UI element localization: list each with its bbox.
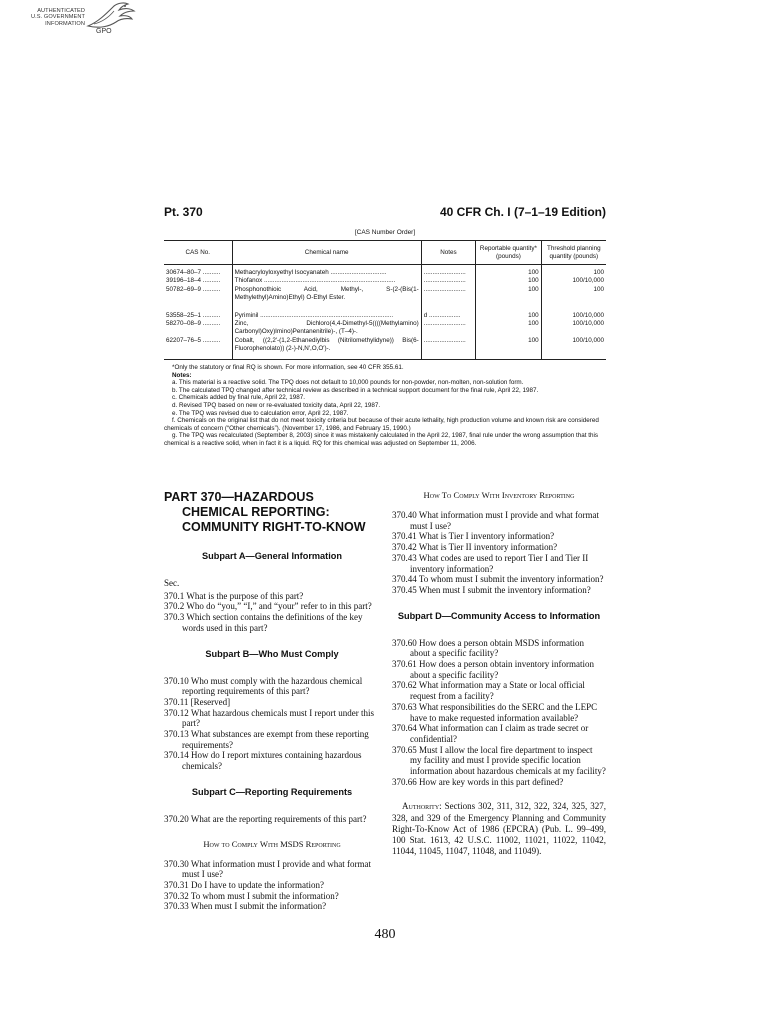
- col-header-notes: Notes: [421, 241, 476, 265]
- subpart-c-entries: [164, 814, 380, 825]
- toc-entry: 370.2 Who do “you,” “I,” and “your” refer to in this part?: [164, 601, 372, 612]
- table-row: [164, 303, 606, 320]
- subpart-d-entries: [392, 638, 606, 788]
- rq-cell: 100: [476, 303, 541, 320]
- eagle-logo-icon: [84, 2, 140, 32]
- cas-number-table: [164, 240, 606, 360]
- rq-cell: 100: [476, 337, 541, 359]
- toc-entry: 370.1 What is the purpose of this part?: [164, 590, 304, 601]
- cas-cell: 62207–76–5 ..........: [164, 337, 232, 359]
- chemical-cell: Cobalt, ((2,2′-(1,2-Ethanediylbis (Nitrilomethylidyne)) Bis(6-Fluorophenolato)) (2-)-N,N′,O,O′)-.: [232, 337, 421, 359]
- toc-entry: 370.44 To whom must I submit the inventory information?: [392, 574, 604, 585]
- gpo-agency-label: GPO: [96, 28, 112, 35]
- cas-cell: 58270–08–9 ..........: [166, 320, 221, 328]
- tpq-cell: 100/10,000: [541, 337, 606, 359]
- rq-cell: 100: [476, 320, 541, 337]
- inventory-reporting-heading: How To Comply With Inventory Reporting: [423, 490, 575, 500]
- toc-entry: 370.64 What information can I claim as trade secret or confidential?: [392, 723, 589, 744]
- chemical-cell: Methacryloyloxyethyl Isocyanateh ................................: [232, 265, 421, 278]
- notes-cell: ........................: [421, 286, 476, 303]
- toc-entry: 370.11 [Reserved]: [164, 696, 231, 707]
- logo-line-3: INFORMATION: [45, 20, 85, 27]
- toc-entry: 370.66 How are key words in this part defined?: [392, 776, 564, 787]
- toc-entry: 370.32 To whom must I submit the information?: [164, 890, 339, 901]
- tpq-cell: 100/10,000: [541, 277, 606, 285]
- msds-entries: [164, 859, 380, 913]
- toc-entry: 370.10 Who must comply with the hazardous chemical reporting requirements of this part?: [164, 675, 363, 697]
- col-header-chemical: Chemical name: [232, 241, 421, 265]
- chemical-cell: Thiofanox ...........................................................................: [232, 277, 421, 285]
- toc-entry: 370.42 What is Tier II inventory information?: [392, 542, 558, 553]
- rq-cell: 100: [476, 286, 541, 303]
- note-d: d. Revised TPQ based on new or re-evaluated toxicity data, April 22, 1987.: [172, 401, 381, 409]
- table-row: [164, 265, 606, 278]
- toc-entry: 370.30 What information must I provide and what format must I use?: [164, 858, 372, 880]
- cas-cell: 30674–80–7 ..........: [166, 269, 221, 276]
- logo-line-1: AUTHENTICATED: [37, 8, 85, 14]
- msds-reporting-heading: How to Comply With MSDS Reporting: [203, 838, 341, 849]
- sec-label: Sec.: [164, 578, 180, 588]
- chemical-cell: Zinc, Dichloro(4,4-Dimethyl-5((((Methylamino) Carbonyl)Oxy)Imino)Pentanenitrile)-, (T–4)-.: [232, 320, 421, 337]
- authority-text: Sections 302, 311, 312, 322, 324, 325, 327, 328, and 329 of the Emergency Planning and Community Right-To-Know Act of 1986 (EPCRA) (Pub. L. 99–499, 100 Stat. 1613, 42 U.S.C. 11002, 11021, 11022, 11042, 11044, 11045, 11047, 11048, and 11049).: [392, 801, 607, 857]
- notes-cell: d ..................: [421, 303, 476, 320]
- chemical-cell: Pyriminil ............................................................................: [232, 303, 421, 320]
- toc-entry: 370.13 What substances are exempt from these reporting requirements?: [164, 729, 369, 750]
- logo-line-2: U.S. GOVERNMENT: [30, 14, 85, 21]
- notes-cell: ........................: [421, 265, 476, 278]
- toc-entry: 370.40 What information must I provide and what format must I use?: [392, 510, 600, 531]
- notes-cell: ........................: [421, 320, 476, 337]
- notes-heading: Notes:: [172, 371, 192, 379]
- note-g: g. The TPQ was recalculated (September 8, 2003) since it was mistakenly calculated in the April 22, 1987, final rule under the wrong assumption that this chemical is a reactive solid, when in fact it is a liquid. RQ for this chemical was adjusted on September 11, 2006.: [164, 432, 599, 447]
- subpart-b-entries: [164, 676, 380, 772]
- chemical-cell: Phosphonothioic Acid, Methyl-, S-(2-(Bis(1-Methylethyl)Amino)Ethyl) O-Ethyl Ester.: [232, 286, 421, 303]
- table-header-row: [164, 241, 606, 265]
- toc-entry: 370.3 Which section contains the definitions of the key words used in this part?: [164, 612, 363, 633]
- inventory-entries: [392, 510, 606, 596]
- col-header-tpq: Threshold planning quantity (pounds): [541, 241, 606, 265]
- toc-entry: 370.60 How does a person obtain MSDS information about a specific facility?: [392, 637, 584, 659]
- toc-entry: 370.63 What responsibilities do the SERC and the LEPC have to make requested information available?: [392, 701, 598, 723]
- toc-entry: 370.41 What is Tier I inventory information?: [392, 531, 555, 542]
- tpq-cell: 100: [541, 286, 606, 303]
- note-b: b. The calculated TPQ changed after technical review as described in a technical support document for the final rule, April 22, 1987.: [172, 386, 539, 394]
- note-c: c. Chemicals added by final rule, April 22, 1987.: [172, 394, 306, 402]
- cas-cell: 39196–18–4 ..........: [166, 277, 221, 285]
- toc-entry: 370.20 What are the reporting requirements of this part?: [164, 813, 367, 824]
- notes-cell: ........................: [421, 277, 476, 285]
- subpart-d-heading: Subpart D—Community Access to Information: [397, 610, 601, 621]
- subpart-a-heading: Subpart A—General Information: [201, 551, 343, 561]
- subpart-b-heading: Subpart B—Who Must Comply: [205, 648, 339, 659]
- part-title: PART 370—HAZARDOUS CHEMICAL REPORTING: COMMUNITY RIGHT-TO-KNOW: [164, 490, 366, 534]
- note-f: f. Chemicals on the original list that do not meet toxicity criteria but because of their acute lethality, high production volume and known risk are considered chemicals of concern (“Other chemicals”). (November 17, 1986, and February 15, 1990.): [164, 417, 599, 432]
- toc-entry: 370.45 When must I submit the inventory information?: [392, 584, 591, 595]
- tpq-cell: 100/10,000: [541, 303, 606, 320]
- table-row: [164, 286, 606, 303]
- authority-label: Authority:: [402, 801, 442, 812]
- cfr-title: 40 CFR Ch. I (7–1–19 Edition): [439, 205, 606, 219]
- right-column: [392, 490, 606, 857]
- table-row: [164, 337, 606, 359]
- tpq-cell: 100/10,000: [541, 320, 606, 337]
- page-number: 480: [374, 927, 396, 942]
- table-row: [164, 320, 606, 337]
- gpo-authentication-text: [28, 8, 85, 27]
- subpart-a-entries: [164, 591, 380, 634]
- subpart-c-heading: Subpart C—Reporting Requirements: [191, 786, 353, 797]
- tpq-cell: 100: [541, 265, 606, 278]
- toc-entry: 370.43 What codes are used to report Tier I and Tier II inventory information?: [392, 552, 589, 574]
- toc-entry: 370.14 How do I report mixtures containing hazardous chemicals?: [164, 750, 362, 772]
- toc-entry: 370.33 When must I submit the information?: [164, 901, 327, 912]
- part-number: Pt. 370: [164, 205, 203, 219]
- rq-cell: 100: [476, 265, 541, 278]
- note-a: a. This material is a reactive solid. The TPQ does not default to 10,000 pounds for non-powder, non-molten, non-solution form.: [172, 379, 524, 387]
- cas-cell: 53558–25–1 ..........: [166, 311, 221, 319]
- rq-cell: 100: [476, 277, 541, 285]
- table-notes: [164, 364, 606, 448]
- authority-citation: [392, 801, 606, 857]
- table-row: [164, 277, 606, 285]
- col-header-cas: CAS No.: [164, 241, 232, 265]
- toc-entry: 370.31 Do I have to update the information?: [164, 879, 324, 890]
- left-column: [164, 490, 380, 926]
- toc-entry: 370.12 What hazardous chemicals must I report under this part?: [164, 707, 375, 729]
- toc-entry: 370.65 Must I allow the local fire department to inspect my facility and must I provide specific location information about hazardous chemicals at my facility?: [392, 744, 606, 777]
- col-header-rq: Reportable quantity* (pounds): [476, 241, 541, 265]
- table-caption: [CAS Number Order]: [354, 229, 416, 236]
- toc-entry: 370.62 What information may a State or local official request from a facility?: [392, 680, 585, 702]
- notes-cell: ........................: [421, 337, 476, 359]
- cas-cell: 50782–69–9 ..........: [166, 285, 221, 293]
- note-e: e. The TPQ was revised due to calculation error, April 22, 1987.: [172, 409, 349, 417]
- toc-entry: 370.61 How does a person obtain inventory information about a specific facility?: [392, 659, 594, 680]
- note-star: *Only the statutory or final RQ is shown. For more information, see 40 CFR 355.61.: [172, 364, 404, 371]
